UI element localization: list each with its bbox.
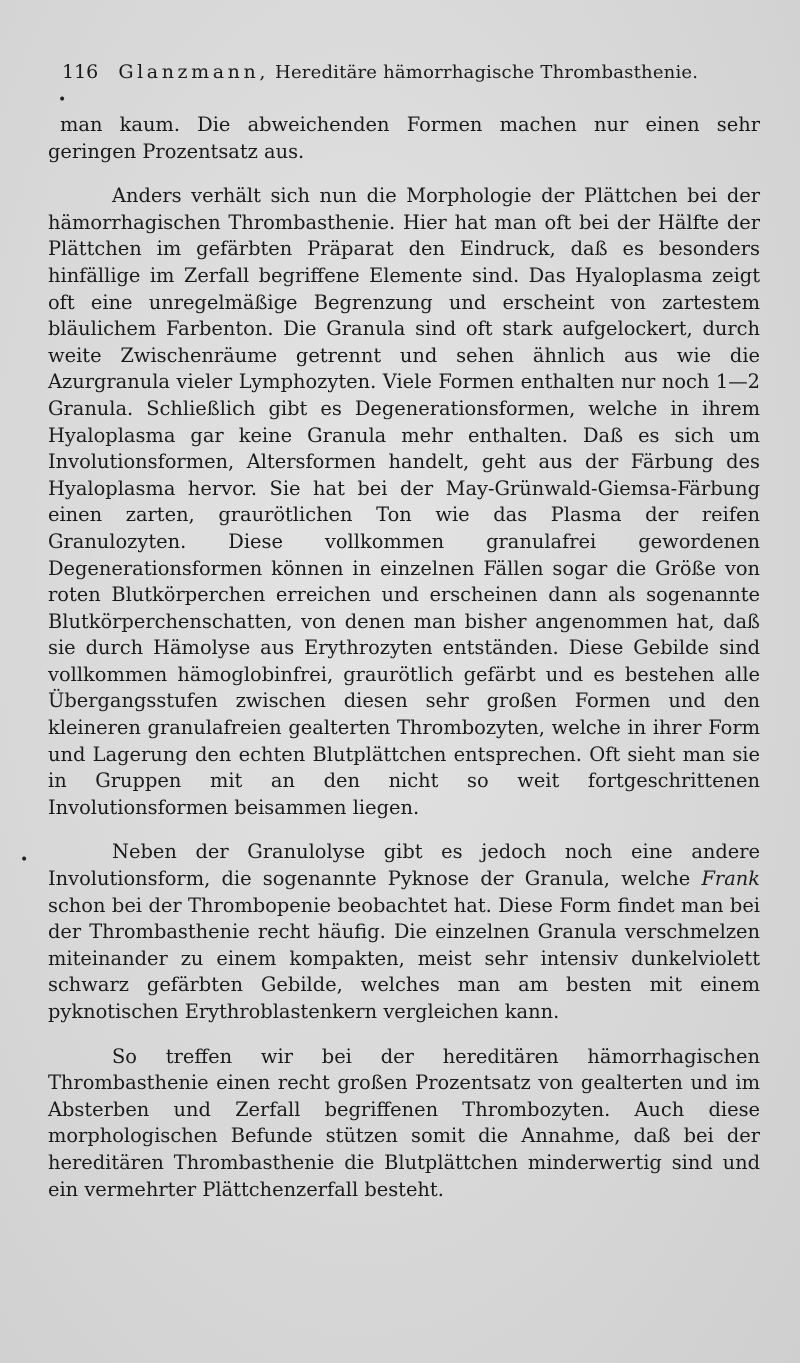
print-speck: •: [58, 92, 67, 108]
page-number: 116: [62, 61, 99, 83]
paragraph-continuation: man kaum. Die abweichenden Formen machen nur einen sehr geringen Prozentsatz aus.: [48, 113, 760, 163]
cited-author: Frank: [701, 867, 760, 891]
paragraph-pyknosis-text-b: schon bei der Thrombopenie beobachtet hat. Diese Form findet man bei der Thrombasthenie recht häufig. Die einzelnen Granula verschmelzen miteinander zu einem kompakten, meist sehr intensiv dunkelviolett schwarz gefärbten Gebilde, welches man am besten mit einem pyknotischen Erythroblastenkern vergleichen kann.: [48, 893, 760, 1023]
body-text: [48, 112, 760, 1203]
author-name: Glanzmann,: [118, 61, 269, 83]
paragraph-conclusion: So treffen wir bei der hereditären hämorrhagischen Thrombasthenie einen recht großen Prozentsatz von gealterten und im Absterben und Zerfall begriffenen Thrombozyten. Auch diese morphologischen Befunde stützen somit die Annahme, daß bei der hereditären Thrombasthenie die Blutplättchen minderwertig sind und ein vermehrter Plättchenzerfall besteht.: [48, 1044, 760, 1201]
paragraph-pyknosis: [48, 839, 760, 1025]
running-title: Hereditäre hämorrhagische Thrombasthenie.: [275, 62, 699, 83]
paragraph-morphology: Anders verhält sich nun die Morphologie der Plättchen bei der hämorrhagischen Thrombasthenie. Hier hat man oft bei der Hälfte der Plättchen im gefärbten Präparat den Eindruck, daß es besonders hinfällige im Zerfall begriffene Elemente sind. Das Hyaloplasma zeigt oft eine unregelmäßige Begrenzung und erscheint von zartestem bläulichem Farbenton. Die Granula sind oft stark aufgelockert, durch weite Zwischenräume getrennt und sehen ähnlich aus wie die Azurgranula vieler Lymphozyten. Viele Formen enthalten nur noch 1—2 Granula. Schließlich gibt es Degenerationsformen, welche in ihrem Hyaloplasma gar keine Granula mehr enthalten. Daß es sich um Involutionsformen, Altersformen handelt, geht aus der Färbung des Hyaloplasma hervor. Sie hat bei der May-Grünwald-Giemsa-Färbung einen zarten, graurötlichen Ton wie das Plasma der reifen Granulozyten. Diese vollkommen granulafrei gewordenen Degenerationsformen können in einzelnen Fällen sogar die Größe von roten Blutkörperchen erreichen und erscheinen dann als sogenannte Blutkörperchenschatten, von denen man bisher angenommen hat, daß sie durch Hämolyse aus Erythrozyten entständen. Diese Gebilde sind vollkommen hämoglobinfrei, graurötlich gefärbt und es bestehen alle Übergangsstufen zwischen diesen sehr großen Formen und den kleineren granulafreien gealterten Thrombozyten, welche in ihrer Form und Lagerung den echten Blutplättchen entsprechen. Oft sieht man sie in Gruppen mit an den nicht so weit fortgeschrittenen Involutionsformen beisammen liegen.: [48, 184, 760, 819]
margin-dot: •: [20, 852, 29, 868]
paragraph-pyknosis-text-a: Neben der Granulolyse gibt es jedoch noch eine andere Involutionsform, die sogenannte Pyknose der Granula, welche: [48, 840, 760, 891]
running-header: [62, 56, 722, 88]
